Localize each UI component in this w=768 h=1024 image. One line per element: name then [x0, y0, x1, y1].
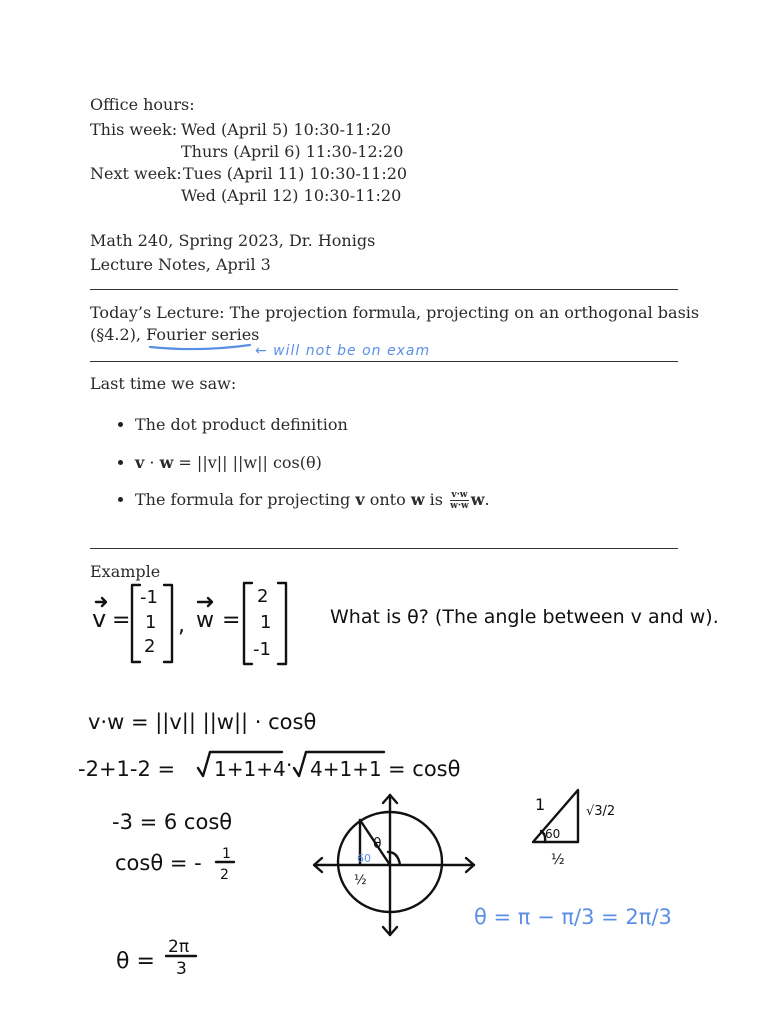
- fraction-num: 1: [222, 846, 231, 862]
- theta-label: θ: [373, 836, 382, 852]
- bracket-left: [132, 585, 140, 662]
- hypotenuse-label: 1: [535, 795, 546, 814]
- product-dot: ·: [286, 753, 293, 777]
- triangle-diagram: [533, 790, 615, 868]
- unit-circle-diagram: [314, 795, 474, 935]
- dot-operator: ·: [144, 453, 160, 472]
- half-label: ½: [354, 873, 367, 888]
- equation-3: -3 = 6 cosθ: [112, 810, 233, 834]
- equals: =: [222, 608, 241, 633]
- vector-w: w: [159, 453, 174, 472]
- comma: ,: [178, 613, 185, 638]
- todays-lecture-line1: Today’s Lecture: The projection formula, projecting on an orthogonal basis: [90, 303, 700, 322]
- angle-label: 60: [545, 827, 561, 841]
- question-text: What is θ? (The angle between v and w).: [330, 606, 719, 628]
- final-num: 2π: [168, 937, 190, 957]
- equation-4: cosθ = -: [115, 851, 202, 875]
- equation-2-left: -2+1-2 =: [78, 757, 176, 781]
- blue-final-answer: θ = π − π/3 = 2π/3: [474, 905, 672, 929]
- final-den: 3: [176, 959, 187, 979]
- vector-w: w: [470, 490, 485, 509]
- office-hours-row-value: Tues (April 11) 10:30-11:20: [183, 164, 408, 183]
- fraction-den: 2: [220, 867, 229, 883]
- period: .: [484, 490, 490, 509]
- radicand-1: 1+1+4: [214, 757, 286, 781]
- base-label: ½: [551, 852, 565, 868]
- w-letter: w: [196, 608, 214, 633]
- blue-annotation-not-on-exam: ← will not be on exam: [255, 343, 431, 359]
- bullet-dot-product: The dot product definition: [135, 415, 348, 434]
- vector-w: w: [410, 490, 425, 509]
- final-answer: θ =: [116, 949, 155, 974]
- course-title: Math 240, Spring 2023, Dr. Honigs: [90, 231, 376, 250]
- equals: =: [112, 608, 131, 633]
- fourier-series-text: Fourier series: [146, 325, 260, 344]
- fraction-numerator: v·w: [451, 490, 468, 500]
- v-letter: v: [92, 605, 107, 633]
- vector-v: v: [355, 490, 365, 509]
- onto-text: onto: [364, 490, 411, 509]
- vector-v: v: [135, 453, 145, 472]
- bracket-right: [278, 583, 286, 664]
- section-ref: (§4.2),: [90, 325, 147, 344]
- w-entry: 1: [260, 612, 272, 633]
- lecture-date: Lecture Notes, April 3: [90, 255, 271, 274]
- blue-underline: [150, 345, 250, 349]
- radicand-2: 4+1+1: [310, 757, 382, 781]
- bracket-right: [164, 585, 172, 662]
- equation-1: v·w = ||v|| ||w|| · cosθ: [88, 710, 317, 734]
- office-hours-row-value: Wed (April 5) 10:30-11:20: [181, 120, 392, 139]
- office-hours-heading: Office hours:: [90, 95, 195, 114]
- w-entry: -1: [253, 639, 271, 660]
- equation-2-right: = cosθ: [388, 757, 461, 781]
- office-hours-row-label: This week:: [90, 120, 178, 139]
- projection-text: The formula for projecting: [135, 490, 356, 509]
- w-arrow: [198, 598, 212, 606]
- w-entry: 2: [257, 586, 269, 607]
- is-text: is: [424, 490, 449, 509]
- sixty-label: 60: [357, 852, 371, 865]
- formula-rest: = ||v|| ||w|| cos(θ): [173, 453, 322, 472]
- v-entry: -1: [140, 587, 158, 608]
- v-entry: 2: [144, 636, 156, 657]
- last-time-heading: Last time we saw:: [90, 374, 237, 393]
- bracket-left: [244, 583, 252, 664]
- office-hours-row-value: Wed (April 12) 10:30-11:20: [181, 186, 402, 205]
- office-hours-row-label: Next week:: [90, 164, 182, 183]
- office-hours-row-value: Thurs (April 6) 11:30-12:20: [181, 142, 404, 161]
- height-label: √3/2: [586, 804, 616, 819]
- v-entry: 1: [145, 612, 157, 633]
- example-heading: Example: [90, 562, 161, 581]
- fraction-denominator: w·w: [450, 501, 469, 511]
